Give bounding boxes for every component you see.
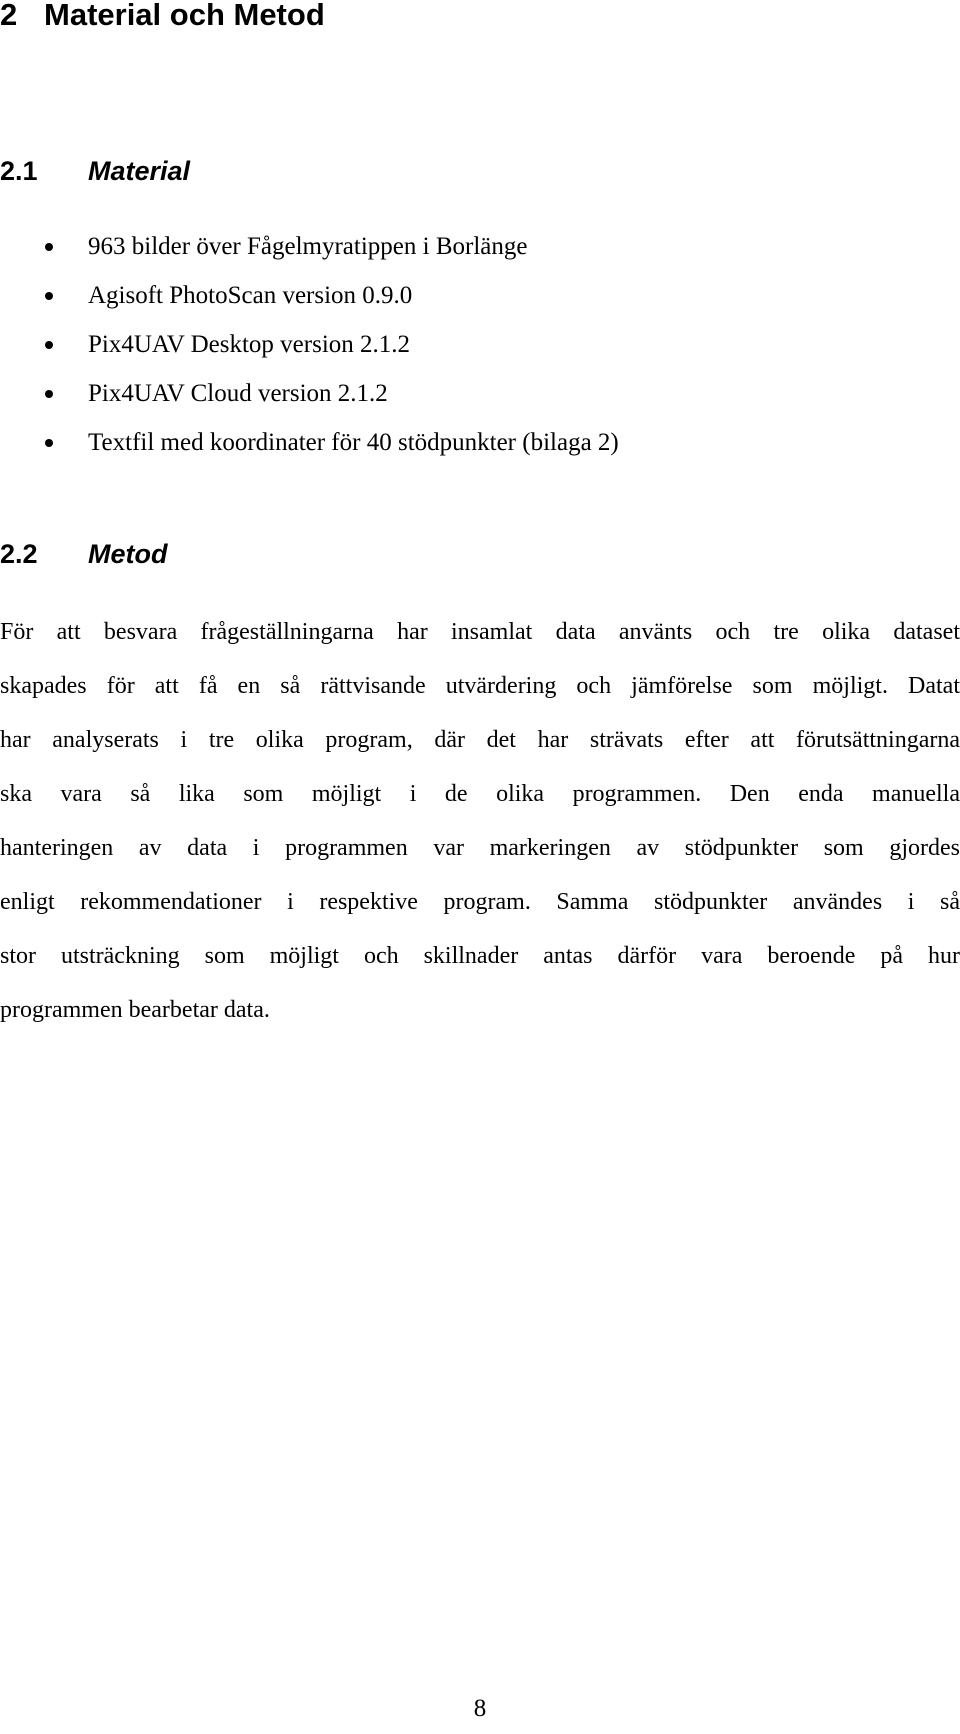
paragraph-line: har analyserats i tre olika program, där det har strävats efter att förutsättningarna <box>0 727 960 753</box>
subsection-heading-metod <box>0 539 167 569</box>
section-number: 2 <box>0 0 18 32</box>
subsection-title: Metod <box>88 539 168 569</box>
metod-paragraph <box>0 617 960 1049</box>
bullet-icon <box>45 292 53 300</box>
list-item-text: 963 bilder över Fågelmyratippen i Borlänge <box>88 233 528 260</box>
paragraph-line: stor utsträckning som möjligt och skillnader antas därför vara beroende på hur <box>0 943 960 969</box>
paragraph-line: programmen bearbetar data. <box>0 997 270 1023</box>
section-heading <box>0 0 325 30</box>
page-number: 8 <box>473 1695 487 1722</box>
subsection-number: 2.1 <box>0 156 38 186</box>
paragraph-line: hanteringen av data i programmen var markeringen av stödpunkter som gjordes <box>0 835 960 861</box>
list-item-text: Agisoft PhotoScan version 0.9.0 <box>88 282 413 309</box>
list-item-text: Textfil med koordinater för 40 stödpunkter (bilaga 2) <box>88 429 619 456</box>
list-item-text: Pix4UAV Desktop version 2.1.2 <box>88 331 411 358</box>
bullet-icon <box>45 439 53 447</box>
section-title: Material och Metod <box>44 0 325 32</box>
bullet-icon <box>45 390 53 398</box>
list-item <box>0 379 619 428</box>
list-item <box>0 428 619 477</box>
subsection-heading-material <box>0 156 190 186</box>
list-item <box>0 281 619 330</box>
bullet-icon <box>45 341 53 349</box>
paragraph-line: ska vara så lika som möjligt i de olika programmen. Den enda manuella <box>0 781 960 807</box>
paragraph-line: enligt rekommendationer i respektive program. Samma stödpunkter användes i så <box>0 889 960 915</box>
material-list <box>0 232 619 477</box>
paragraph-line: skapades för att få en så rättvisande utvärdering och jämförelse som möjligt. Datat <box>0 673 960 699</box>
paragraph-line: För att besvara frågeställningarna har insamlat data använts och tre olika dataset <box>0 619 960 645</box>
list-item <box>0 330 619 379</box>
list-item <box>0 232 619 281</box>
list-item-text: Pix4UAV Cloud version 2.1.2 <box>88 380 388 407</box>
subsection-number: 2.2 <box>0 539 38 569</box>
subsection-title: Material <box>88 156 191 186</box>
bullet-icon <box>45 243 53 251</box>
